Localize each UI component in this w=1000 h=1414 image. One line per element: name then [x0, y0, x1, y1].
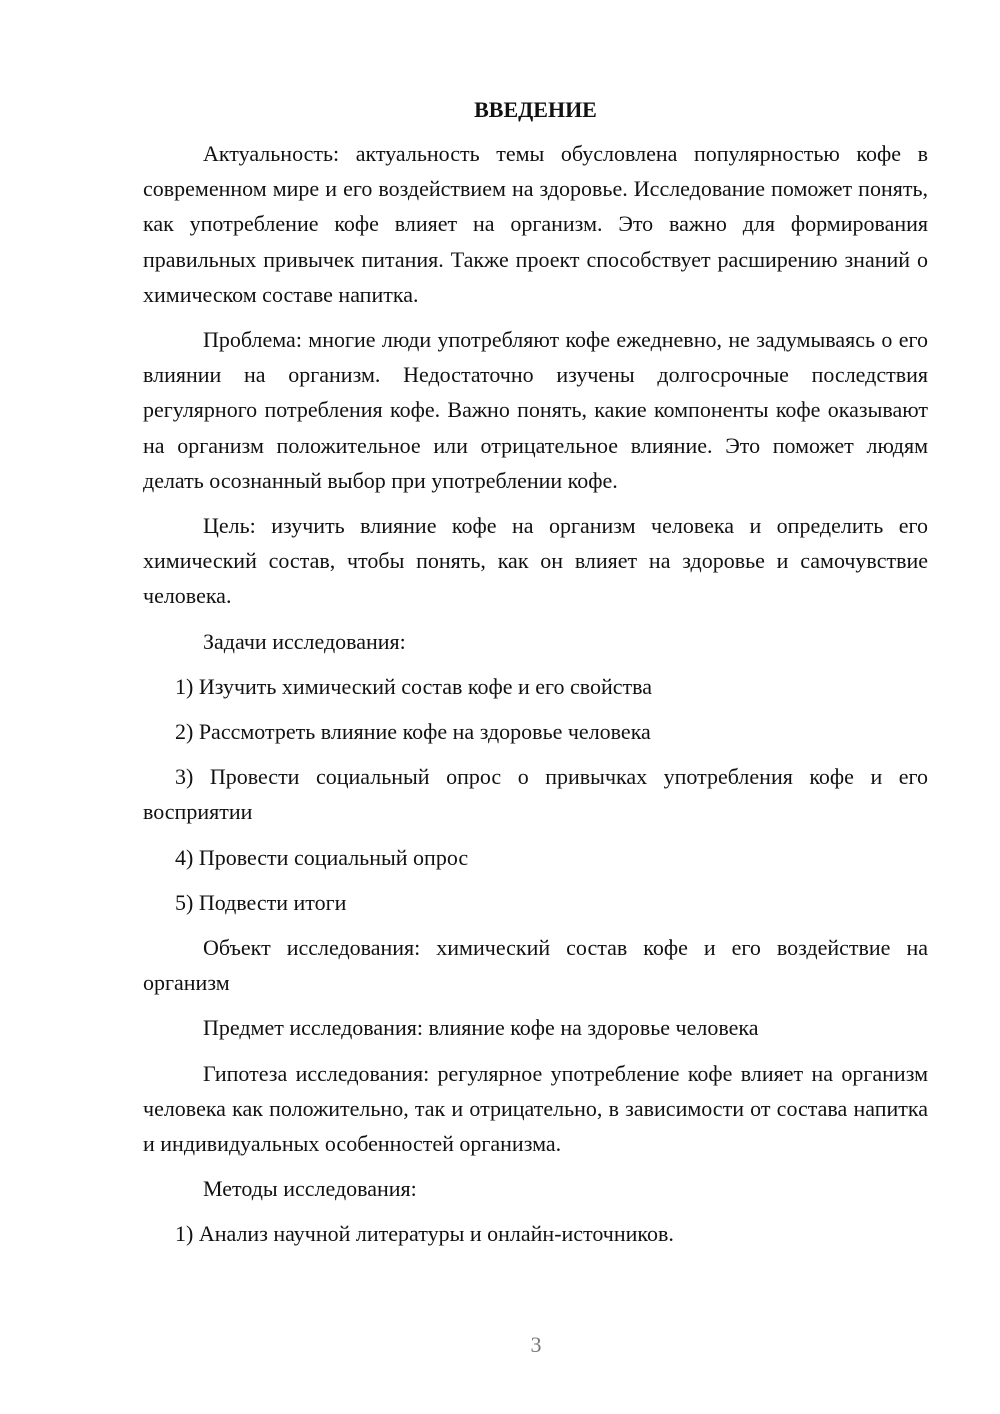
task-item-4: 4) Провести социальный опрос — [175, 844, 469, 870]
paragraph-relevance: Актуальность: актуальность темы обусловлена популярностью кофе в современном мире и его воздействием на здоровье. Исследование поможет понять, как употребление кофе влияет на организм. Это важно для формирования правильных привычек питания. Также проект способствует расширению знаний о химическом составе напитка. — [143, 141, 928, 307]
task-item-1: 1) Изучить химический состав кофе и его свойства — [175, 673, 653, 699]
methods-heading: Методы исследования: — [203, 1176, 417, 1202]
document-page — [143, 96, 928, 1262]
page-title: ВВЕДЕНИЕ — [474, 97, 597, 122]
task-item-5: 5) Подвести итоги — [175, 889, 347, 915]
paragraph-hypothesis: Гипотеза исследования: регулярное употребление кофе влияет на организм человека как положительно, так и отрицательно, в зависимости от состава напитка и индивидуальных особенностей организма. — [143, 1060, 928, 1157]
task-item-3: 3) Провести социальный опрос о привычках употребления кофе и его восприятии — [143, 764, 928, 825]
task-item-2: 2) Рассмотреть влияние кофе на здоровье человека — [175, 719, 651, 745]
paragraph-goal: Цель: изучить влияние кофе на организм человека и определить его химический состав, чтобы понять, как он влияет на здоровье и самочувствие человека. — [143, 513, 928, 609]
paragraph-problem: Проблема: многие люди употребляют кофе ежедневно, не задумываясь о его влиянии на организм. Недостаточно изучены долгосрочные последствия регулярного потребления кофе. Важно понять, какие компоненты кофе оказывают на организм положительное или отрицательное влияние. Это поможет людям делать осознанный выбор при употреблении кофе. — [143, 327, 928, 493]
paragraph-subject: Предмет исследования: влияние кофе на здоровье человека — [203, 1015, 759, 1041]
page-number: 3 — [530, 1332, 542, 1357]
tasks-heading: Задачи исследования: — [203, 628, 406, 654]
method-item-1: 1) Анализ научной литературы и онлайн-источников. — [175, 1221, 674, 1247]
paragraph-object: Объект исследования: химический состав кофе и его воздействие на организм — [143, 935, 928, 996]
